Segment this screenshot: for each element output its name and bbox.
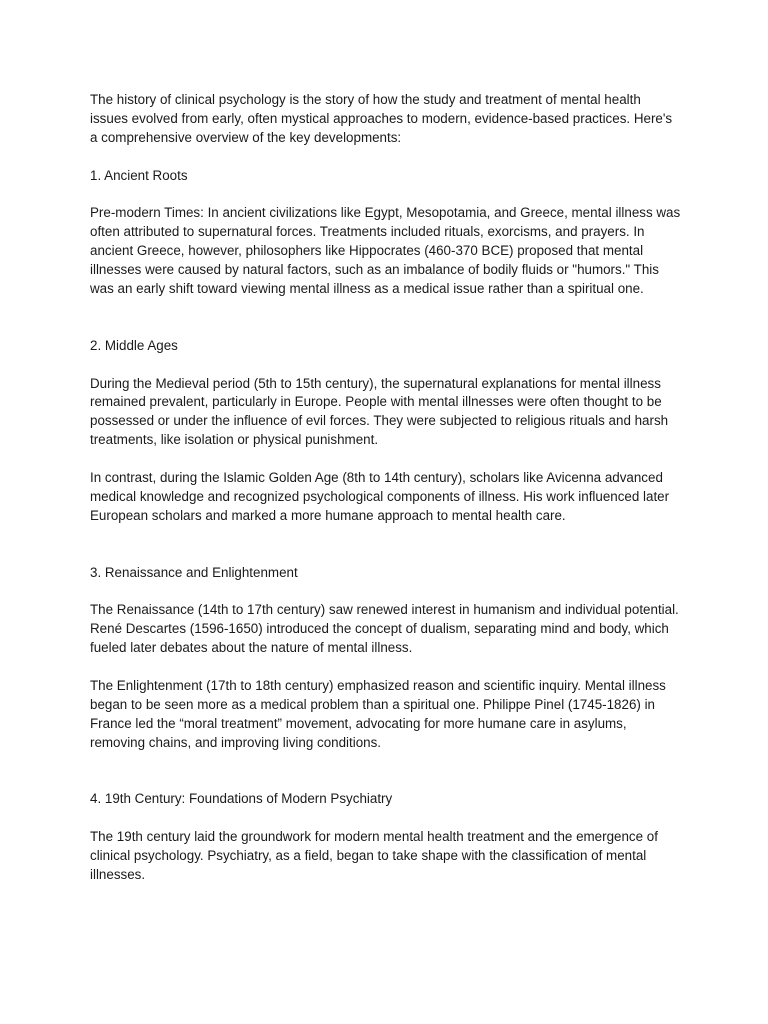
- document-body: [90, 91, 682, 885]
- section-heading-renaissance: 3. Renaissance and Enlightenment: [90, 564, 298, 580]
- paragraph-renaissance: The Renaissance (14th to 17th century) saw renewed interest in humanism and individual potential. René Descartes (1596-1650) introduced the concept of dualism, separating mind and body, which fueled later debates about the nature of mental illness.: [90, 602, 679, 656]
- section-heading-middle-ages: 2. Middle Ages: [90, 337, 178, 353]
- paragraph-islamic-golden-age: In contrast, during the Islamic Golden Age (8th to 14th century), scholars like Avicenna advanced medical knowledge and recognized psychological components of illness. His work influenced later European scholars and marked a more humane approach to mental health care.: [90, 470, 670, 523]
- paragraph-ancient-roots: Pre-modern Times: In ancient civilizations like Egypt, Mesopotamia, and Greece, mental illness was often attributed to supernatural forces. Treatments included rituals, exorcisms, and prayers. In ancient Greece, however, philosophers like Hippocrates (460-370 BCE) proposed that mental illnesses were caused by natural factors, such as an imbalance of bodily fluids or "humors." This was an early shift toward viewing mental illness as a medical issue rather than a spiritual one.: [90, 205, 681, 297]
- section-heading-ancient-roots: 1. Ancient Roots: [90, 167, 188, 183]
- paragraph-19th-century: The 19th century laid the groundwork for modern mental health treatment and the emergence of clinical psychology. Psychiatry, as a field, began to take shape with the classification of mental illnesses.: [90, 829, 658, 882]
- section-heading-19th-century: 4. 19th Century: Foundations of Modern Psychiatry: [90, 791, 393, 807]
- intro-paragraph: The history of clinical psychology is the story of how the study and treatment of mental health issues evolved from early, often mystical approaches to modern, evidence-based practices. Here's a comprehensive overview of the key developments:: [90, 92, 673, 145]
- paragraph-medieval-period: During the Medieval period (5th to 15th century), the supernatural explanations for mental illness remained prevalent, particularly in Europe. People with mental illnesses were often thought to be possessed or under the influence of evil forces. They were subjected to religious rituals and harsh treatments, like isolation or physical punishment.: [90, 375, 669, 448]
- paragraph-enlightenment: The Enlightenment (17th to 18th century) emphasized reason and scientific inquiry. Mental illness began to be seen more as a medical problem than a spiritual one. Philippe Pinel (1745-1826) in France led the “moral treatment” movement, advocating for more humane care in asylums, removing chains, and improving living conditions.: [90, 677, 666, 750]
